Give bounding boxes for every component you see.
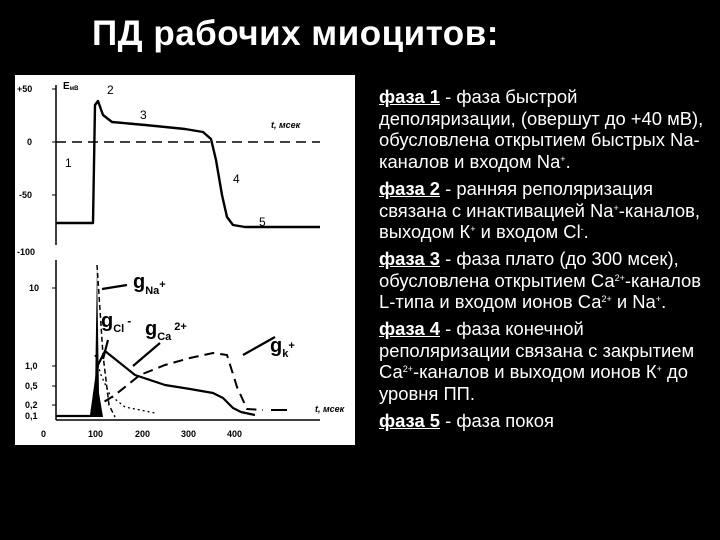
gna-label: $g_{Na}^+$ <box>133 271 166 297</box>
xtick-300: 300 <box>181 429 197 439</box>
xtick-200: 200 <box>135 429 151 439</box>
phase-number-4: 4 <box>233 172 240 186</box>
action-potential-figure <box>15 75 355 445</box>
phases-description <box>379 86 714 437</box>
xtick-400: 400 <box>227 429 243 439</box>
phase-4-paragraph: фаза 4 - фаза конечной реполяризации связана с закрытием $Са^{2+}$-каналов и выходом ионов К+ до уровня ПП. <box>379 318 695 405</box>
gna-spike <box>91 265 103 417</box>
top-ylabel: ЕмВ <box>63 81 79 92</box>
gna-arrow <box>102 285 127 289</box>
ytick-minus50: -50 <box>19 190 33 200</box>
gca-label: $g_{Ca}^{2+}$ <box>145 318 187 343</box>
gca-arrow <box>133 343 160 366</box>
phase-1-label: фаза 1 <box>379 86 441 107</box>
xtick-100: 100 <box>88 429 104 439</box>
phase-number-3: 3 <box>140 108 147 122</box>
phase-3-label: фаза 3 <box>379 247 441 269</box>
phase-2-label: фаза 2 <box>379 177 441 199</box>
gk-label: $g_k^+$ <box>270 335 295 360</box>
ytick-0: 0 <box>27 137 33 147</box>
phase-number-1: 1 <box>65 156 72 170</box>
ytick-minus100: -100 <box>17 247 36 257</box>
ytick-0-1: 0,1 <box>25 411 38 421</box>
phase-5-paragraph: фаза 5 - фаза покоя <box>379 409 554 431</box>
ytick-plus50: +50 <box>17 84 33 94</box>
ytick-1-0: 1,0 <box>25 361 38 371</box>
ytick-10: 10 <box>29 283 40 293</box>
bottom-xlabel: t, мсек <box>315 404 345 414</box>
gca-curve <box>56 351 255 416</box>
xtick-0: 0 <box>41 429 47 439</box>
phase-1-paragraph: фаза 1 - фаза быстрой деполяризации, (овершут до +40 мВ), обусловлена открытием быстрых Na-каналов и входом Na+. <box>379 86 704 173</box>
phase-4-label: фаза 4 <box>379 318 441 340</box>
slide-title: ПД рабочих миоцитов: <box>92 14 499 53</box>
gcl-label: $g_{Cl}^-$ <box>101 310 132 335</box>
ytick-0-2: 0,2 <box>25 400 38 410</box>
phase-2-paragraph: фаза 2 - ранняя реполяризация связана с инактивацией Na+-каналов, выходом К+ и входом Cl-. <box>379 177 700 243</box>
ytick-0-5: 0,5 <box>25 381 38 391</box>
phase-number-2: 2 <box>107 83 114 97</box>
top-xlabel: t, мсек <box>271 120 301 130</box>
phase-3-paragraph: фаза 3 - фаза плато (до 300 мсек), обусловлена открытием $Са^{2+}$-каналов L-типа и входом ионов $Са^{2+}$ и Na+. <box>379 247 702 313</box>
figure-svg <box>15 75 355 445</box>
phase-number-5: 5 <box>259 215 266 229</box>
phase-5-label: фаза 5 <box>379 409 441 431</box>
gcl-arrow <box>103 340 108 359</box>
